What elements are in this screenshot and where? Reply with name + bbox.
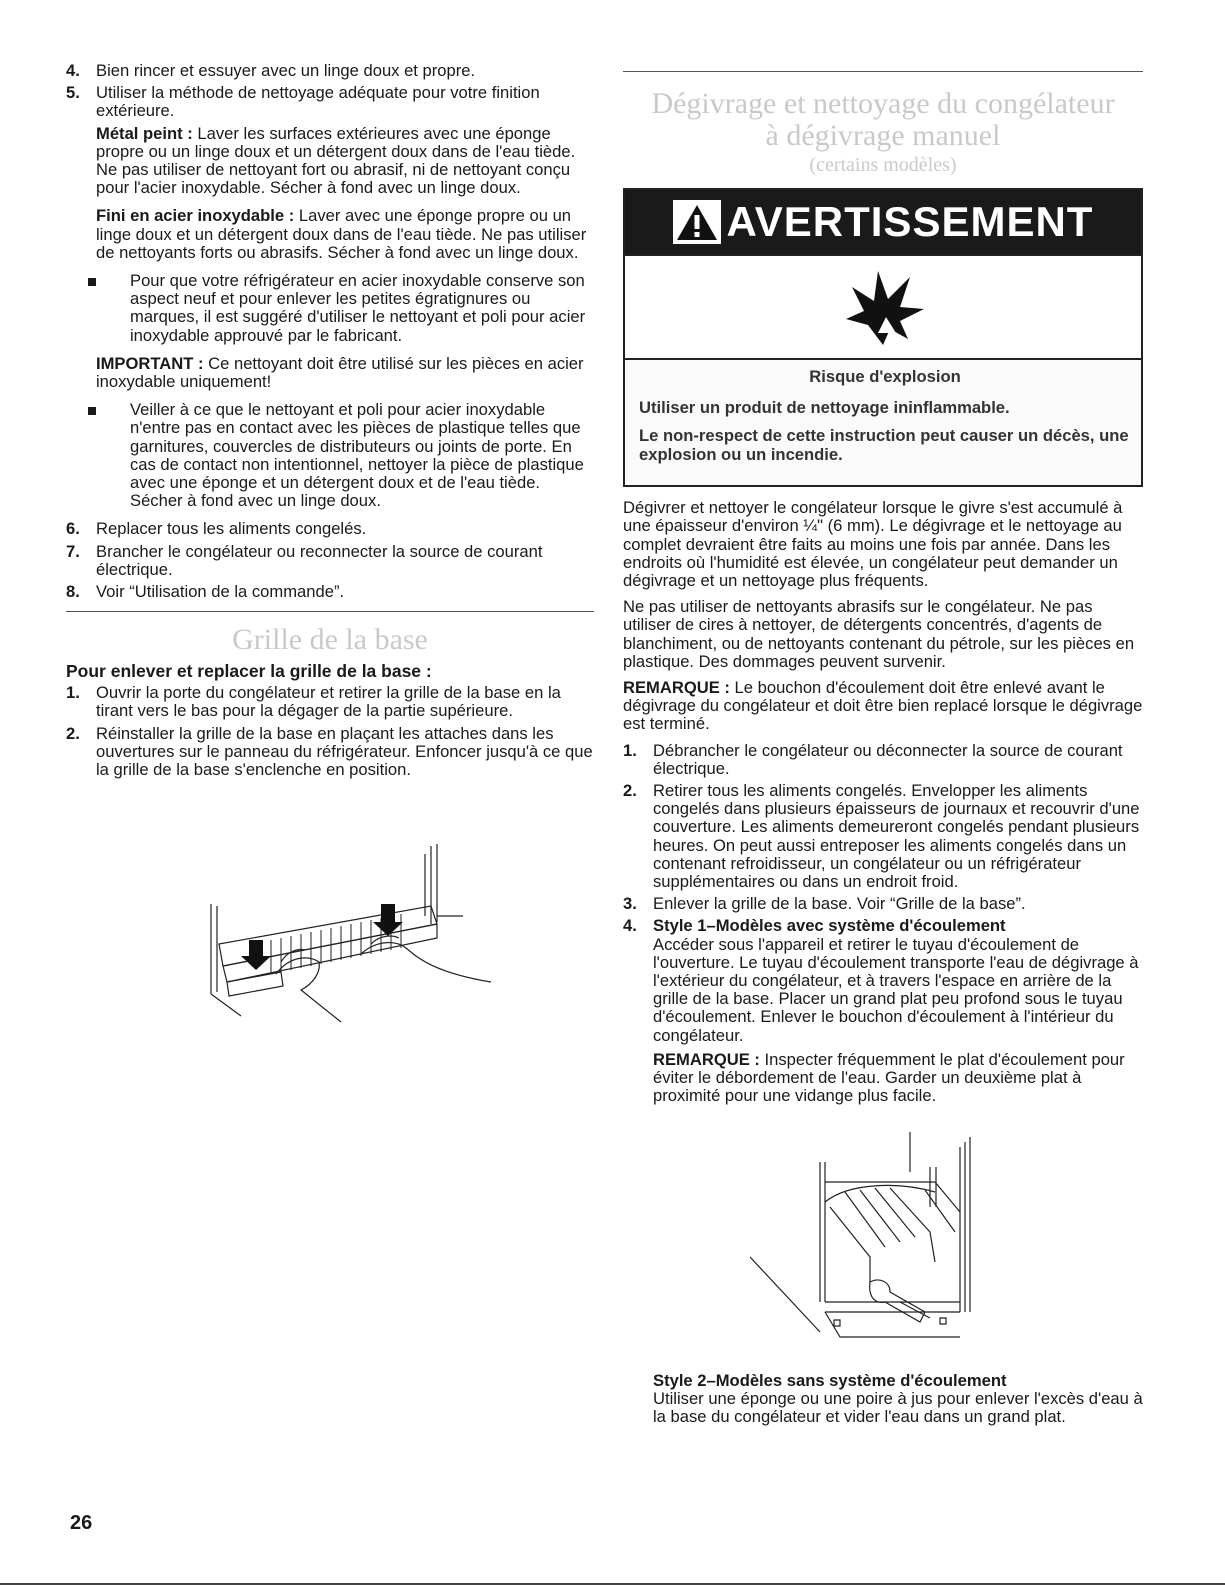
step-text: Brancher le congélateur ou reconnecter la source de courant électrique. bbox=[96, 541, 543, 579]
defrost-step-3 bbox=[623, 895, 1143, 913]
step-number: 8. bbox=[66, 582, 80, 602]
painted-metal-lead: Métal peint : bbox=[96, 123, 193, 143]
page-number: 26 bbox=[70, 1512, 93, 1534]
grille-subheading: Pour enlever et replacer la grille de la base : bbox=[66, 661, 432, 682]
remark-text: Inspecter fréquemment le plat d'écoulement pour éviter le débordement de l'eau. Garder un deuxième plat à proximité pour une vidange plus facile. bbox=[653, 1049, 1125, 1106]
step-text: Enlever la grille de la base. Voir “Grille de la base”. bbox=[653, 894, 1026, 914]
step-number: 4. bbox=[623, 916, 637, 936]
warning-line-1: Utiliser un produit de nettoyage ininflammable. bbox=[639, 398, 1010, 418]
bullet-square-icon bbox=[88, 278, 96, 286]
step-number: 2. bbox=[66, 723, 80, 743]
remark-lead: REMARQUE : bbox=[623, 678, 730, 698]
defrost-title-line-2: à dégivrage manuel bbox=[765, 119, 1001, 152]
drain-illustration bbox=[750, 1132, 990, 1362]
step-number: 1. bbox=[623, 740, 637, 760]
step-text: Débrancher le congélateur ou déconnecter la source de courant électrique. bbox=[653, 740, 1123, 778]
style-2-block bbox=[653, 1372, 1143, 1427]
step-number: 6. bbox=[66, 519, 80, 539]
warning-line-2: Le non-respect de cette instruction peut causer un décès, une explosion ou un incendie. bbox=[639, 426, 1129, 465]
warning-triangle-icon bbox=[673, 200, 721, 244]
defrost-step-1 bbox=[623, 742, 1143, 778]
grille-step-2 bbox=[66, 725, 594, 780]
step-number: 4. bbox=[66, 61, 80, 80]
remark-paragraph bbox=[623, 679, 1143, 734]
defrost-title-subtitle: (certains modèles) bbox=[809, 154, 957, 176]
warning-box bbox=[623, 188, 1143, 487]
right-column bbox=[623, 62, 1143, 1427]
warning-word: AVERTISSEMENT bbox=[726, 197, 1094, 245]
step-text: Ouvrir la porte du congélateur et retirer la grille de la base en la tirant vers le bas pour la dégager de la partie supérieure. bbox=[96, 683, 561, 721]
down-arrow-icon bbox=[241, 940, 271, 970]
step-text: Bien rincer et essuyer avec un linge doux et propre. bbox=[96, 61, 476, 80]
step-8 bbox=[66, 583, 594, 601]
bullet-text: Pour que votre réfrigérateur en acier inoxydable conserve son aspect neuf et pour enlever les petites égratignures ou marques, il est suggéré d'utiliser le nettoyant et poli pour acier inoxydable approuvé par le fabricant. bbox=[130, 271, 586, 345]
painted-metal-paragraph bbox=[96, 125, 594, 198]
style-2-text: Utiliser une éponge ou une poire à jus pour enlever l'excès d'eau à la base du congélateur et vider l'eau dans un grand plat. bbox=[653, 1389, 1143, 1427]
stainless-paragraph bbox=[96, 207, 594, 262]
step-number: 5. bbox=[66, 83, 80, 103]
warning-header bbox=[625, 190, 1141, 256]
style-1-text: Accéder sous l'appareil et retirer le tuyau d'écoulement de l'ouverture. Le tuyau d'écoulement transporte l'eau de dégivrage à l'extérieur du congélateur, et à travers l'espace en arrière de la grille de la base. Placer un grand plat peu profond sous le tuyau d'écoulement. Enlever le bouchon d'écoulement à l'intérieur du congélateur. bbox=[653, 934, 1139, 1045]
important-text: Ce nettoyant doit être utilisé sur les pièces en acier inoxydable uniquement! bbox=[96, 353, 584, 392]
defrost-paragraph-1: Dégivrer et nettoyer le congélateur lorsque le givre s'est accumulé à une épaisseur d'environ ¼" (6 mm). Le dégivrage et le nettoyage au complet devraient être faits au moins une fois par année. Dans les endroits où l'humidité est élevée, un congélateur peut demander un dégivrage et un nettoyage plus fréquents. bbox=[623, 498, 1123, 591]
warning-risk: Risque d'explosion bbox=[809, 367, 961, 386]
important-lead: IMPORTANT : bbox=[96, 353, 204, 373]
base-grille-illustration bbox=[201, 844, 501, 1024]
grille-section-title: Grille de la base bbox=[232, 623, 428, 657]
defrost-paragraph-2: Ne pas utiliser de nettoyants abrasifs sur le congélateur. Ne pas utiliser de cires à nettoyer, de détergents concentrés, d'agents de blanchiment, ou de nettoyants contenant du pétrole, sur les pièces en plastique. Des dommages peuvent survenir. bbox=[623, 597, 1135, 671]
style-1-heading: Style 1–Modèles avec système d'écoulement bbox=[653, 916, 1006, 936]
step-4 bbox=[66, 62, 594, 80]
explosion-icon bbox=[838, 267, 928, 347]
warning-text-area bbox=[625, 360, 1141, 485]
defrost-title-line-1: Dégivrage et nettoyage du congélateur bbox=[651, 87, 1115, 120]
style-2-heading: Style 2–Modèles sans système d'écoulement bbox=[653, 1371, 1007, 1390]
bullet-text: Veiller à ce que le nettoyant et poli pour acier inoxydable n'entre pas en contact avec les pièces de plastique telles que garnitures, couvercles de distributeurs ou joints de porte. En cas de contact non intentionnel, nettoyer la pièce de plastique avec une éponge et un détergent doux et de l'eau tiède. Sécher à fond avec un linge doux. bbox=[130, 400, 584, 511]
bullet-item bbox=[66, 272, 594, 345]
defrost-step-4 bbox=[623, 917, 1143, 1105]
step-number: 3. bbox=[623, 894, 637, 914]
important-paragraph bbox=[66, 355, 594, 391]
step-text: Réinstaller la grille de la base en plaçant les attaches dans les ouvertures sur le panneau du réfrigérateur. Enfoncer jusqu'à ce que la grille de la base s'enclenche en position. bbox=[96, 723, 593, 780]
step-text: Replacer tous les aliments congelés. bbox=[96, 519, 367, 539]
step-7 bbox=[66, 543, 594, 579]
step-number: 1. bbox=[66, 683, 80, 703]
remark-paragraph-2 bbox=[653, 1051, 1143, 1106]
step-text: Retirer tous les aliments congelés. Envelopper les aliments congelés dans plusieurs épaisseurs de journaux et recouvrir d'une couverture. Les aliments demeureront congelés pendant plusieurs heures. On peut aussi entreposer les aliments congelés dans un contenant refroidisseur, un congélateur ou un réfrigérateur supplémentaires ou dans un endroit froid. bbox=[653, 781, 1140, 892]
bullet-item bbox=[66, 401, 594, 510]
step-text: Voir “Utilisation de la commande”. bbox=[96, 582, 345, 602]
left-column bbox=[66, 62, 594, 783]
painted-metal-text: Laver les surfaces extérieures avec une éponge propre ou un linge doux et un détergent doux dans de l'eau tiède. Ne pas utiliser de nettoyant fort ou abrasif, ni de nettoyant conçu pour l'acier inoxydable. Sécher à fond avec un linge doux. bbox=[96, 123, 576, 198]
stainless-text: Laver avec une éponge propre ou un linge doux et un détergent doux dans de l'eau tiède. Ne pas utiliser de nettoyants forts ou abrasifs. Sécher à fond avec un linge doux. bbox=[96, 206, 587, 262]
remark-lead: REMARQUE : bbox=[653, 1049, 760, 1069]
step-number: 7. bbox=[66, 541, 80, 561]
stainless-lead: Fini en acier inoxydable : bbox=[96, 206, 295, 226]
grille-step-1 bbox=[66, 684, 594, 720]
warning-symbol-area bbox=[625, 256, 1141, 360]
step-text: Utiliser la méthode de nettoyage adéquate pour votre finition extérieure. bbox=[96, 83, 540, 121]
section-divider bbox=[623, 71, 1143, 72]
remark-text: Le bouchon d'écoulement doit être enlevé avant le dégivrage du congélateur et doit être bien replacé lorsque le dégivrage est terminé. bbox=[623, 678, 1143, 734]
bullet-square-icon bbox=[88, 407, 96, 415]
step-5 bbox=[66, 84, 594, 262]
step-number: 2. bbox=[623, 781, 637, 801]
step-6 bbox=[66, 520, 594, 538]
section-divider bbox=[66, 611, 594, 612]
defrost-step-2 bbox=[623, 782, 1143, 891]
